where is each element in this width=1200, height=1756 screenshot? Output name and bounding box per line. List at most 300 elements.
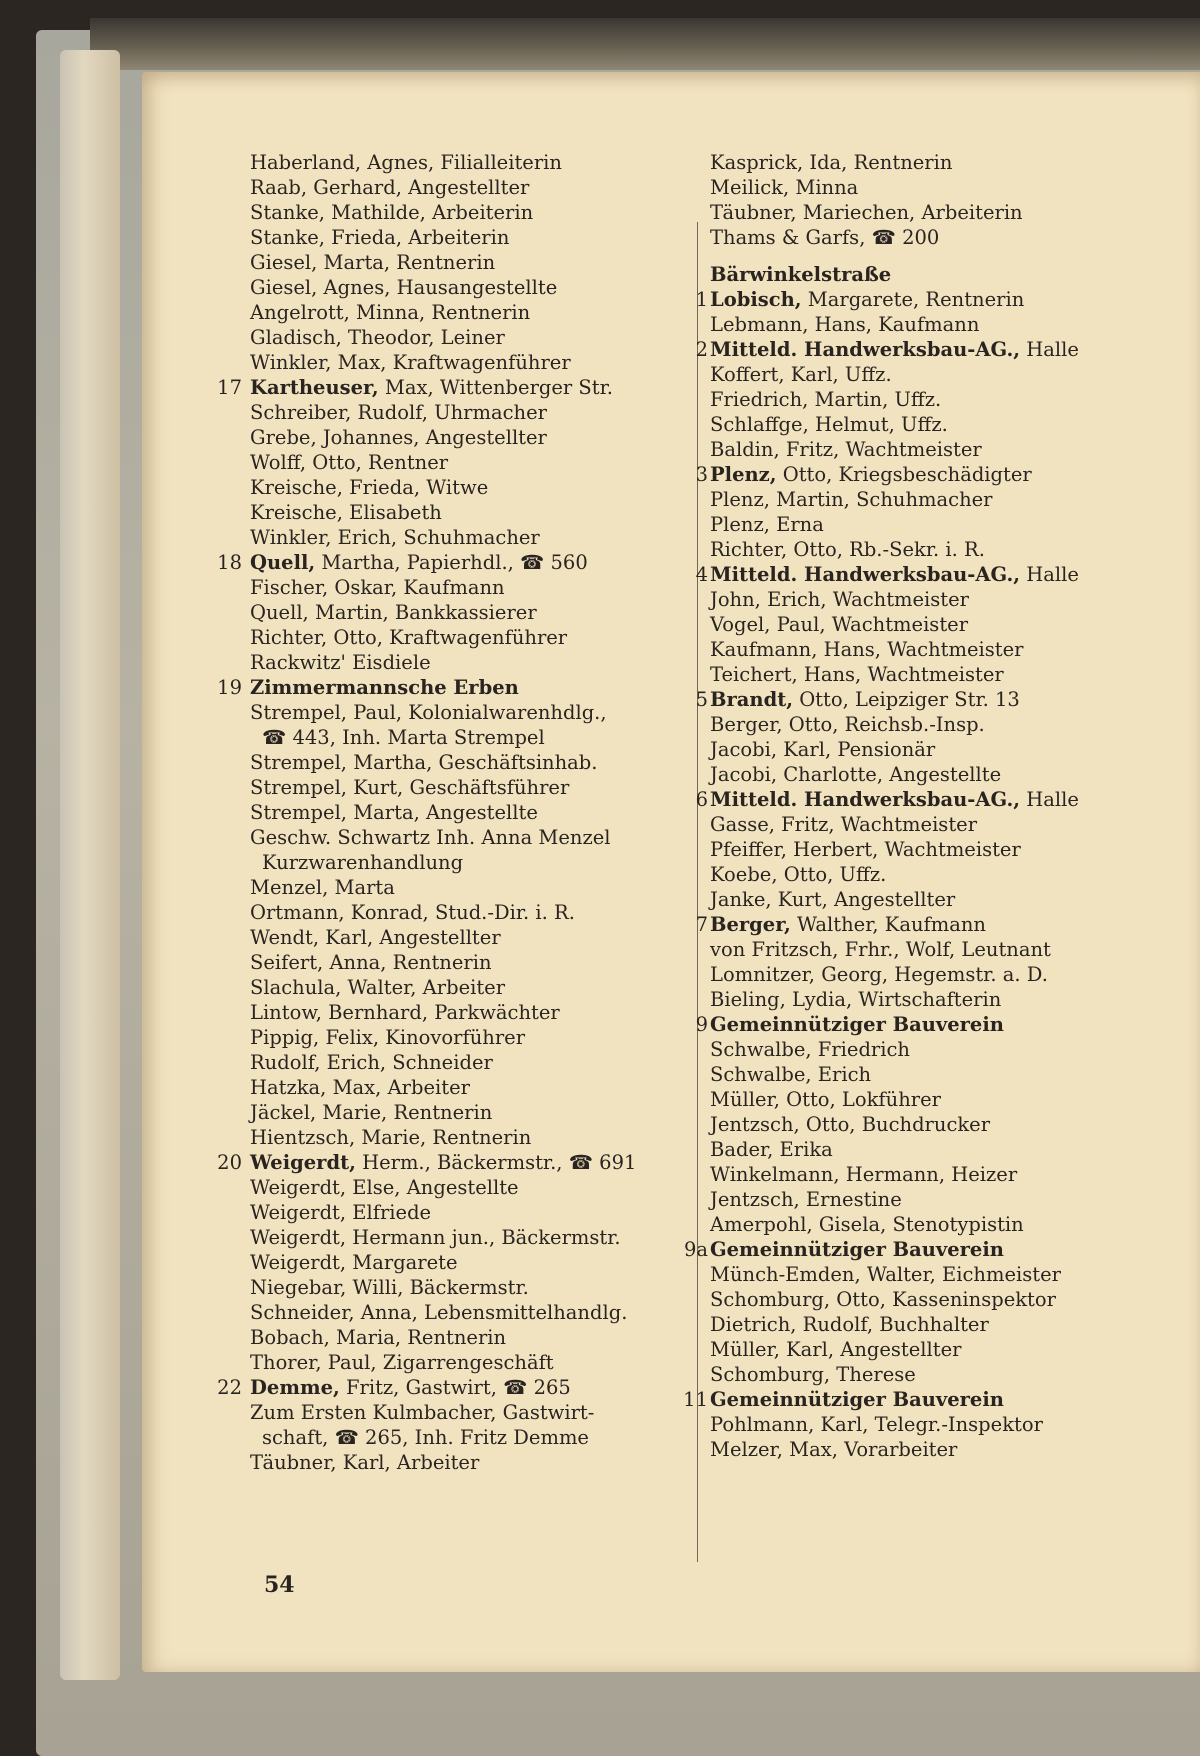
directory-entry	[710, 1437, 1180, 1462]
entry-text	[250, 425, 547, 450]
directory-entry	[250, 775, 690, 800]
book-top-edge	[90, 18, 1200, 70]
directory-entry	[710, 1187, 1180, 1212]
entry-text	[250, 1200, 431, 1225]
owner-name: Gemeinnütziger Bauverein	[710, 1013, 1004, 1036]
entry-text	[710, 787, 1079, 812]
entry-detail: Schreiber, Rudolf, Uhrmacher	[250, 401, 547, 424]
column-divider	[697, 222, 698, 1562]
directory-entry	[710, 387, 1180, 412]
entry-detail: Winkelmann, Hermann, Heizer	[710, 1163, 1018, 1186]
entry-detail: Rudolf, Erich, Schneider	[250, 1051, 493, 1074]
directory-entry	[250, 1250, 690, 1275]
entry-text	[250, 1400, 594, 1425]
owner-name: Gemeinnütziger Bauverein	[710, 1238, 1004, 1261]
entry-text	[710, 200, 1023, 225]
directory-entry	[250, 1125, 690, 1150]
entry-text	[250, 925, 501, 950]
entry-detail: Pfeiffer, Herbert, Wachtmeister	[710, 838, 1021, 861]
entry-text	[710, 1262, 1061, 1287]
owner-name: Weigerdt,	[250, 1151, 356, 1174]
entry-detail: Raab, Gerhard, Angestellter	[250, 176, 530, 199]
directory-entry	[710, 637, 1180, 662]
entry-text	[710, 287, 1024, 312]
entry-detail: Friedrich, Martin, Uffz.	[710, 388, 942, 411]
entry-text	[710, 562, 1079, 587]
directory-entry	[250, 475, 690, 500]
left-column	[217, 150, 690, 1475]
entry-text	[710, 1012, 1004, 1037]
entry-text	[262, 1425, 589, 1450]
entry-text	[250, 800, 538, 825]
entry-detail: Halle	[1020, 563, 1079, 586]
directory-entry	[695, 787, 1180, 812]
entry-text	[710, 1087, 941, 1112]
directory-entry	[217, 1150, 690, 1175]
directory-entry	[217, 550, 690, 575]
entry-text	[710, 537, 985, 562]
entry-text	[710, 1137, 833, 1162]
entry-text	[250, 975, 505, 1000]
entry-detail: Koffert, Karl, Uffz.	[710, 363, 892, 386]
house-number: 19	[217, 676, 242, 699]
right-column	[683, 150, 1180, 1462]
entry-text	[250, 275, 557, 300]
entry-detail: Berger, Otto, Reichsb.-Insp.	[710, 713, 985, 736]
entry-detail: Schomburg, Otto, Kasseninspektor	[710, 1288, 1056, 1311]
entry-detail: Amerpohl, Gisela, Stenotypistin	[710, 1213, 1024, 1236]
directory-entry	[250, 300, 690, 325]
entry-text	[710, 1437, 957, 1462]
directory-entry	[695, 337, 1180, 362]
entry-detail: Jäckel, Marie, Rentnerin	[250, 1101, 493, 1124]
entry-detail: Schneider, Anna, Lebensmittelhandlg.	[250, 1301, 628, 1324]
entry-detail: Müller, Karl, Angestellter	[710, 1338, 962, 1361]
directory-entry	[710, 762, 1180, 787]
directory-entry	[710, 1112, 1180, 1137]
entry-text	[710, 1237, 1004, 1262]
entry-text	[710, 1387, 1004, 1412]
directory-entry	[710, 537, 1180, 562]
entry-text	[710, 587, 969, 612]
entry-text	[250, 150, 562, 175]
entry-text	[710, 1037, 910, 1062]
entry-text	[250, 500, 442, 525]
entry-detail: Strempel, Paul, Kolonialwarenhdlg.,	[250, 701, 607, 724]
directory-entry	[250, 1225, 690, 1250]
entry-text	[250, 1000, 560, 1025]
directory-entry	[710, 837, 1180, 862]
entry-text	[710, 387, 941, 412]
entry-detail: Baldin, Fritz, Wachtmeister	[710, 438, 982, 461]
directory-entry	[710, 1337, 1180, 1362]
entry-detail: Winkler, Erich, Schuhmacher	[250, 526, 540, 549]
directory-entry	[250, 1450, 690, 1475]
directory-entry	[250, 525, 690, 550]
entry-text	[710, 612, 968, 637]
entry-text	[250, 200, 533, 225]
entry-text	[710, 1337, 961, 1362]
directory-entry	[710, 962, 1180, 987]
directory-entry	[683, 1387, 1180, 1412]
directory-entry	[250, 1075, 690, 1100]
directory-entry	[250, 600, 690, 625]
entry-detail: Gladisch, Theodor, Leiner	[250, 326, 505, 349]
entry-detail: Max, Wittenberger Str.	[378, 376, 614, 399]
directory-entry	[710, 1287, 1180, 1312]
directory-entry	[710, 937, 1180, 962]
entry-detail: Plenz, Martin, Schuhmacher	[710, 488, 993, 511]
entry-detail: Kaufmann, Hans, Wachtmeister	[710, 638, 1024, 661]
directory-entry	[710, 175, 1180, 200]
entry-text	[250, 650, 431, 675]
directory-entry	[710, 437, 1180, 462]
entry-text	[250, 175, 529, 200]
entry-detail: Otto, Kriegsbeschädigter	[776, 463, 1032, 486]
entry-detail: Schlaffge, Helmut, Uffz.	[710, 413, 948, 436]
entry-detail: Jentzsch, Otto, Buchdrucker	[710, 1113, 991, 1136]
entry-text	[710, 312, 979, 337]
entry-detail: Kreische, Frieda, Witwe	[250, 476, 489, 499]
entry-detail: Richter, Otto, Rb.-Sekr. i. R.	[710, 538, 985, 561]
entry-detail: Halle	[1020, 788, 1079, 811]
entry-text	[250, 525, 540, 550]
entry-text	[250, 1125, 531, 1150]
entry-text	[710, 1287, 1056, 1312]
entry-text	[250, 1275, 529, 1300]
entry-detail: Quell, Martin, Bankkassierer	[250, 601, 537, 624]
house-number: 1	[695, 288, 708, 311]
directory-entry	[695, 562, 1180, 587]
owner-name: Brandt,	[710, 688, 793, 711]
entry-text	[250, 400, 547, 425]
entry-detail: Lomnitzer, Georg, Hegemstr. a. D.	[710, 963, 1048, 986]
entry-text	[710, 412, 948, 437]
house-number: 2	[695, 338, 708, 361]
entry-text	[710, 712, 985, 737]
entry-detail: Teichert, Hans, Wachtmeister	[710, 663, 1004, 686]
directory-entry	[250, 800, 690, 825]
entry-text	[710, 487, 992, 512]
entry-detail: Meilick, Minna	[710, 176, 859, 199]
house-number: 17	[217, 376, 242, 399]
entry-detail: ☎ 443, Inh. Marta Strempel	[262, 726, 545, 749]
house-number: 7	[695, 913, 708, 936]
entry-text	[710, 812, 977, 837]
entry-text	[250, 475, 488, 500]
entry-detail: Weigerdt, Elfriede	[250, 1201, 432, 1224]
directory-entry	[710, 1162, 1180, 1187]
directory-entry	[250, 1100, 690, 1125]
entry-detail: Niegebar, Willi, Bäckermstr.	[250, 1276, 529, 1299]
entry-detail: Walther, Kaufmann	[790, 913, 986, 936]
entry-text	[710, 1312, 989, 1337]
directory-entry	[710, 1087, 1180, 1112]
entry-detail: Täubner, Karl, Arbeiter	[250, 1451, 480, 1474]
directory-entry	[710, 225, 1180, 250]
directory-entry	[710, 412, 1180, 437]
entry-detail: Herm., Bäckermstr., ☎ 691	[355, 1151, 637, 1174]
entry-text	[710, 1112, 990, 1137]
owner-name: Lobisch,	[710, 288, 802, 311]
directory-entry	[250, 150, 690, 175]
entry-text	[250, 550, 588, 575]
directory-entry	[250, 175, 690, 200]
street-heading	[710, 262, 1180, 287]
entry-detail: Angelrott, Minna, Rentnerin	[250, 301, 531, 324]
house-number: 5	[695, 688, 708, 711]
entry-detail: Haberland, Agnes, Filialleiterin	[250, 151, 562, 174]
entry-text	[710, 262, 891, 287]
entry-detail: Stanke, Mathilde, Arbeiterin	[250, 201, 534, 224]
owner-name: Berger,	[710, 913, 791, 936]
owner-name: Kartheuser,	[250, 376, 379, 399]
directory-entry	[695, 1012, 1180, 1037]
directory-entry	[250, 1425, 690, 1450]
entry-text	[710, 837, 1021, 862]
entry-text	[250, 375, 613, 400]
entry-text	[710, 987, 1001, 1012]
entry-detail: Stanke, Frieda, Arbeiterin	[250, 226, 510, 249]
house-number: 9	[695, 1013, 708, 1036]
entry-text	[250, 625, 567, 650]
owner-name: Plenz,	[710, 463, 777, 486]
entry-detail: Bobach, Maria, Rentnerin	[250, 1326, 507, 1349]
directory-entry	[250, 1175, 690, 1200]
directory-entry	[250, 450, 690, 475]
house-number: 4	[695, 563, 708, 586]
directory-entry	[250, 1025, 690, 1050]
entry-text	[710, 1162, 1017, 1187]
directory-entry	[217, 375, 690, 400]
owner-name: Mitteld. Handwerksbau-AG.,	[710, 338, 1021, 361]
entry-detail: Grebe, Johannes, Angestellter	[250, 426, 547, 449]
entry-text	[250, 1225, 621, 1250]
directory-entry	[710, 737, 1180, 762]
entry-text	[710, 962, 1048, 987]
entry-detail: Pohlmann, Karl, Telegr.-Inspektor	[710, 1413, 1043, 1436]
entry-text	[250, 600, 537, 625]
entry-text	[710, 662, 1004, 687]
entry-detail: Plenz, Erna	[710, 513, 824, 536]
directory-entry	[710, 312, 1180, 337]
directory-entry	[250, 1050, 690, 1075]
entry-detail: Hatzka, Max, Arbeiter	[250, 1076, 470, 1099]
directory-entry	[250, 900, 690, 925]
directory-entry	[710, 1137, 1180, 1162]
house-number: 9a	[683, 1238, 708, 1261]
entry-text	[250, 1450, 479, 1475]
entry-detail: Lintow, Bernhard, Parkwächter	[250, 1001, 560, 1024]
directory-entry	[250, 250, 690, 275]
entry-detail: Müller, Otto, Lokführer	[710, 1088, 941, 1111]
directory-entry	[250, 350, 690, 375]
entry-text	[250, 675, 519, 700]
directory-entry	[710, 1062, 1180, 1087]
page-number: 54	[264, 1572, 295, 1598]
entry-text	[250, 350, 571, 375]
directory-entry	[250, 875, 690, 900]
entry-text	[250, 325, 505, 350]
entry-text	[710, 762, 1001, 787]
entry-text	[710, 687, 1020, 712]
section-gap	[710, 250, 1180, 262]
entry-detail: Jacobi, Karl, Pensionär	[710, 738, 936, 761]
owner-name: Mitteld. Handwerksbau-AG.,	[710, 788, 1021, 811]
directory-entry	[710, 1212, 1180, 1237]
entry-text	[250, 1300, 627, 1325]
entry-detail: Seifert, Anna, Rentnerin	[250, 951, 492, 974]
directory-entry	[250, 500, 690, 525]
directory-entry	[250, 400, 690, 425]
entry-text	[250, 225, 509, 250]
entry-detail: Weigerdt, Hermann jun., Bäckermstr.	[250, 1226, 621, 1249]
entry-text	[250, 750, 598, 775]
entry-text	[710, 1062, 871, 1087]
entry-detail: Weigerdt, Else, Angestellte	[250, 1176, 519, 1199]
directory-entry	[250, 750, 690, 775]
entry-detail: Jentzsch, Ernestine	[710, 1188, 902, 1211]
directory-entry	[250, 1350, 690, 1375]
house-number: 22	[217, 1376, 242, 1399]
directory-entry	[710, 200, 1180, 225]
entry-detail: Halle	[1020, 338, 1079, 361]
directory-entry	[710, 1262, 1180, 1287]
directory-entry	[710, 512, 1180, 537]
entry-text	[710, 937, 1051, 962]
entry-detail: von Fritzsch, Frhr., Wolf, Leutnant	[710, 938, 1051, 961]
entry-detail: Gasse, Fritz, Wachtmeister	[710, 813, 978, 836]
entry-detail: Menzel, Marta	[250, 876, 395, 899]
directory-entry	[695, 912, 1180, 937]
directory-entry	[695, 687, 1180, 712]
entry-text	[710, 1362, 916, 1387]
entry-text	[250, 1050, 493, 1075]
entry-detail: Strempel, Kurt, Geschäftsführer	[250, 776, 570, 799]
entry-text	[710, 512, 824, 537]
directory-entry	[250, 850, 690, 875]
entry-text	[710, 362, 892, 387]
entry-detail: Täubner, Mariechen, Arbeiterin	[710, 201, 1023, 224]
entry-detail: Richter, Otto, Kraftwagenführer	[250, 626, 568, 649]
entry-detail: Dietrich, Rudolf, Buchhalter	[710, 1313, 989, 1336]
entry-detail: Fritz, Gastwirt, ☎ 265	[339, 1376, 571, 1399]
directory-entry	[710, 1362, 1180, 1387]
directory-entry	[710, 1312, 1180, 1337]
owner-name: Demme,	[250, 1376, 340, 1399]
directory-entry	[250, 975, 690, 1000]
entry-text	[250, 875, 395, 900]
entry-text	[250, 775, 569, 800]
directory-entry	[250, 1200, 690, 1225]
entry-text	[710, 462, 1032, 487]
entry-text	[250, 1375, 571, 1400]
entry-detail: schaft, ☎ 265, Inh. Fritz Demme	[262, 1426, 589, 1449]
entry-detail: John, Erich, Wachtmeister	[710, 588, 970, 611]
entry-detail: Jacobi, Charlotte, Angestellte	[710, 763, 1002, 786]
entry-text	[250, 575, 505, 600]
entry-detail: Schwalbe, Friedrich	[710, 1038, 910, 1061]
house-number: 20	[217, 1151, 242, 1174]
entry-detail: Otto, Leipziger Str. 13	[793, 688, 1020, 711]
directory-entry	[710, 487, 1180, 512]
directory-entry	[683, 1237, 1180, 1262]
entry-text	[250, 1075, 470, 1100]
directory-entry	[710, 987, 1180, 1012]
entry-text	[710, 337, 1079, 362]
directory-entry	[710, 862, 1180, 887]
entry-detail: Kasprick, Ida, Rentnerin	[710, 151, 953, 174]
entry-detail: Schwalbe, Erich	[710, 1063, 872, 1086]
entry-text	[250, 900, 575, 925]
entry-detail: Winkler, Max, Kraftwagenführer	[250, 351, 571, 374]
entry-text	[710, 1412, 1043, 1437]
entry-detail: Hientzsch, Marie, Rentnerin	[250, 1126, 532, 1149]
entry-detail: Zum Ersten Kulmbacher, Gastwirt-	[250, 1401, 595, 1424]
entry-text	[250, 825, 611, 850]
entry-detail: Giesel, Agnes, Hausangestellte	[250, 276, 558, 299]
entry-detail: Vogel, Paul, Wachtmeister	[710, 613, 969, 636]
directory-entry	[710, 1412, 1180, 1437]
house-number: 6	[695, 788, 708, 811]
entry-text	[262, 850, 463, 875]
directory-entry	[250, 700, 690, 725]
street-name: Bärwinkelstraße	[710, 263, 892, 286]
entry-text	[710, 1212, 1024, 1237]
owner-name: Quell,	[250, 551, 316, 574]
directory-entry	[250, 1000, 690, 1025]
entry-detail: Rackwitz' Eisdiele	[250, 651, 431, 674]
directory-entry	[250, 725, 690, 750]
directory-entry	[710, 1037, 1180, 1062]
entry-detail: Strempel, Martha, Geschäftsinhab.	[250, 751, 598, 774]
house-number: 3	[695, 463, 708, 486]
entry-text	[250, 700, 607, 725]
entry-text	[250, 1100, 492, 1125]
entry-text	[250, 300, 530, 325]
entry-detail: Pippig, Felix, Kinovorführer	[250, 1026, 526, 1049]
directory-entry	[710, 812, 1180, 837]
owner-name: Mitteld. Handwerksbau-AG.,	[710, 563, 1021, 586]
entry-detail: Thorer, Paul, Zigarrengeschäft	[250, 1351, 554, 1374]
directory-entry	[250, 275, 690, 300]
entry-detail: Kurzwarenhandlung	[262, 851, 464, 874]
entry-text	[250, 1150, 636, 1175]
entry-detail: Slachula, Walter, Arbeiter	[250, 976, 506, 999]
directory-entry	[695, 287, 1180, 312]
entry-detail: Weigerdt, Margarete	[250, 1251, 458, 1274]
entry-detail: Strempel, Marta, Angestellte	[250, 801, 538, 824]
entry-detail: Fischer, Oskar, Kaufmann	[250, 576, 505, 599]
entry-text	[710, 437, 982, 462]
directory-entry	[710, 587, 1180, 612]
directory-entry	[217, 675, 690, 700]
directory-entry	[250, 200, 690, 225]
entry-text	[710, 862, 886, 887]
directory-entry	[710, 662, 1180, 687]
entry-text	[710, 637, 1023, 662]
directory-entry	[250, 1325, 690, 1350]
entry-detail: Koebe, Otto, Uffz.	[710, 863, 887, 886]
directory-entry	[250, 1300, 690, 1325]
directory-entry	[250, 950, 690, 975]
directory-entry	[250, 1275, 690, 1300]
entry-text	[710, 912, 986, 937]
entry-detail: Janke, Kurt, Angestellter	[710, 888, 956, 911]
entry-detail: Margarete, Rentnerin	[801, 288, 1025, 311]
entry-text	[710, 887, 955, 912]
entry-detail: Melzer, Max, Vorarbeiter	[710, 1438, 958, 1461]
